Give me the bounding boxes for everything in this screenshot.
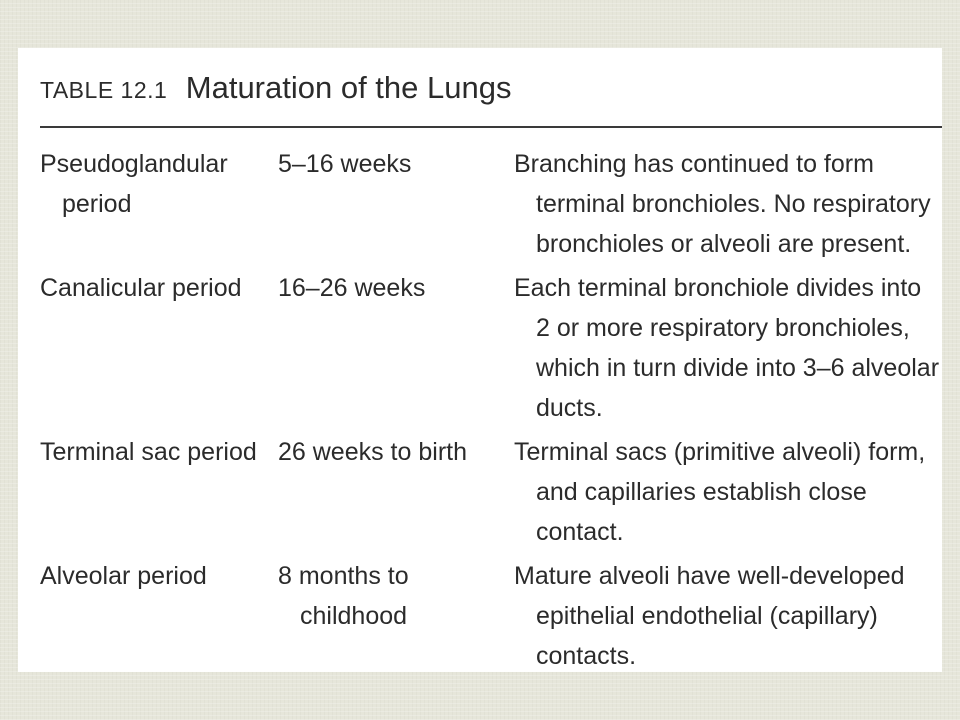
- slide-frame: [18, 48, 942, 672]
- period-cell: Alveolar period: [40, 562, 207, 590]
- period-cell: Pseudoglandular period: [40, 150, 228, 218]
- timing-cell: 8 months to childhood: [278, 562, 409, 630]
- description-cell: Branching has continued to form terminal bronchioles. No respiratory bronchioles or alveoli are present.: [514, 150, 931, 258]
- timing-cell: 5–16 weeks: [278, 150, 412, 178]
- header-rule: [40, 126, 942, 128]
- period-cell: Terminal sac period: [40, 438, 257, 466]
- table-row: [40, 432, 940, 552]
- description-cell: Terminal sacs (primitive alveoli) form, and capillaries establish close contact.: [514, 438, 926, 546]
- table-header: [40, 70, 511, 110]
- table-row: [40, 268, 940, 428]
- description-cell: Each terminal bronchiole divides into 2 or more respiratory bronchioles, which in turn divide into 3–6 alveolar ducts.: [514, 274, 940, 422]
- table-label: TABLE 12.1: [40, 77, 168, 103]
- table-row: [40, 556, 940, 672]
- period-cell: Canalicular period: [40, 274, 242, 302]
- description-cell: Mature alveoli have well-developed epithelial endothelial (capillary) contacts.: [514, 562, 905, 670]
- table-body: [40, 144, 940, 672]
- table-title: Maturation of the Lungs: [185, 70, 512, 105]
- timing-cell: 16–26 weeks: [278, 274, 426, 302]
- timing-cell: 26 weeks to birth: [278, 438, 467, 466]
- table-row: [40, 144, 940, 264]
